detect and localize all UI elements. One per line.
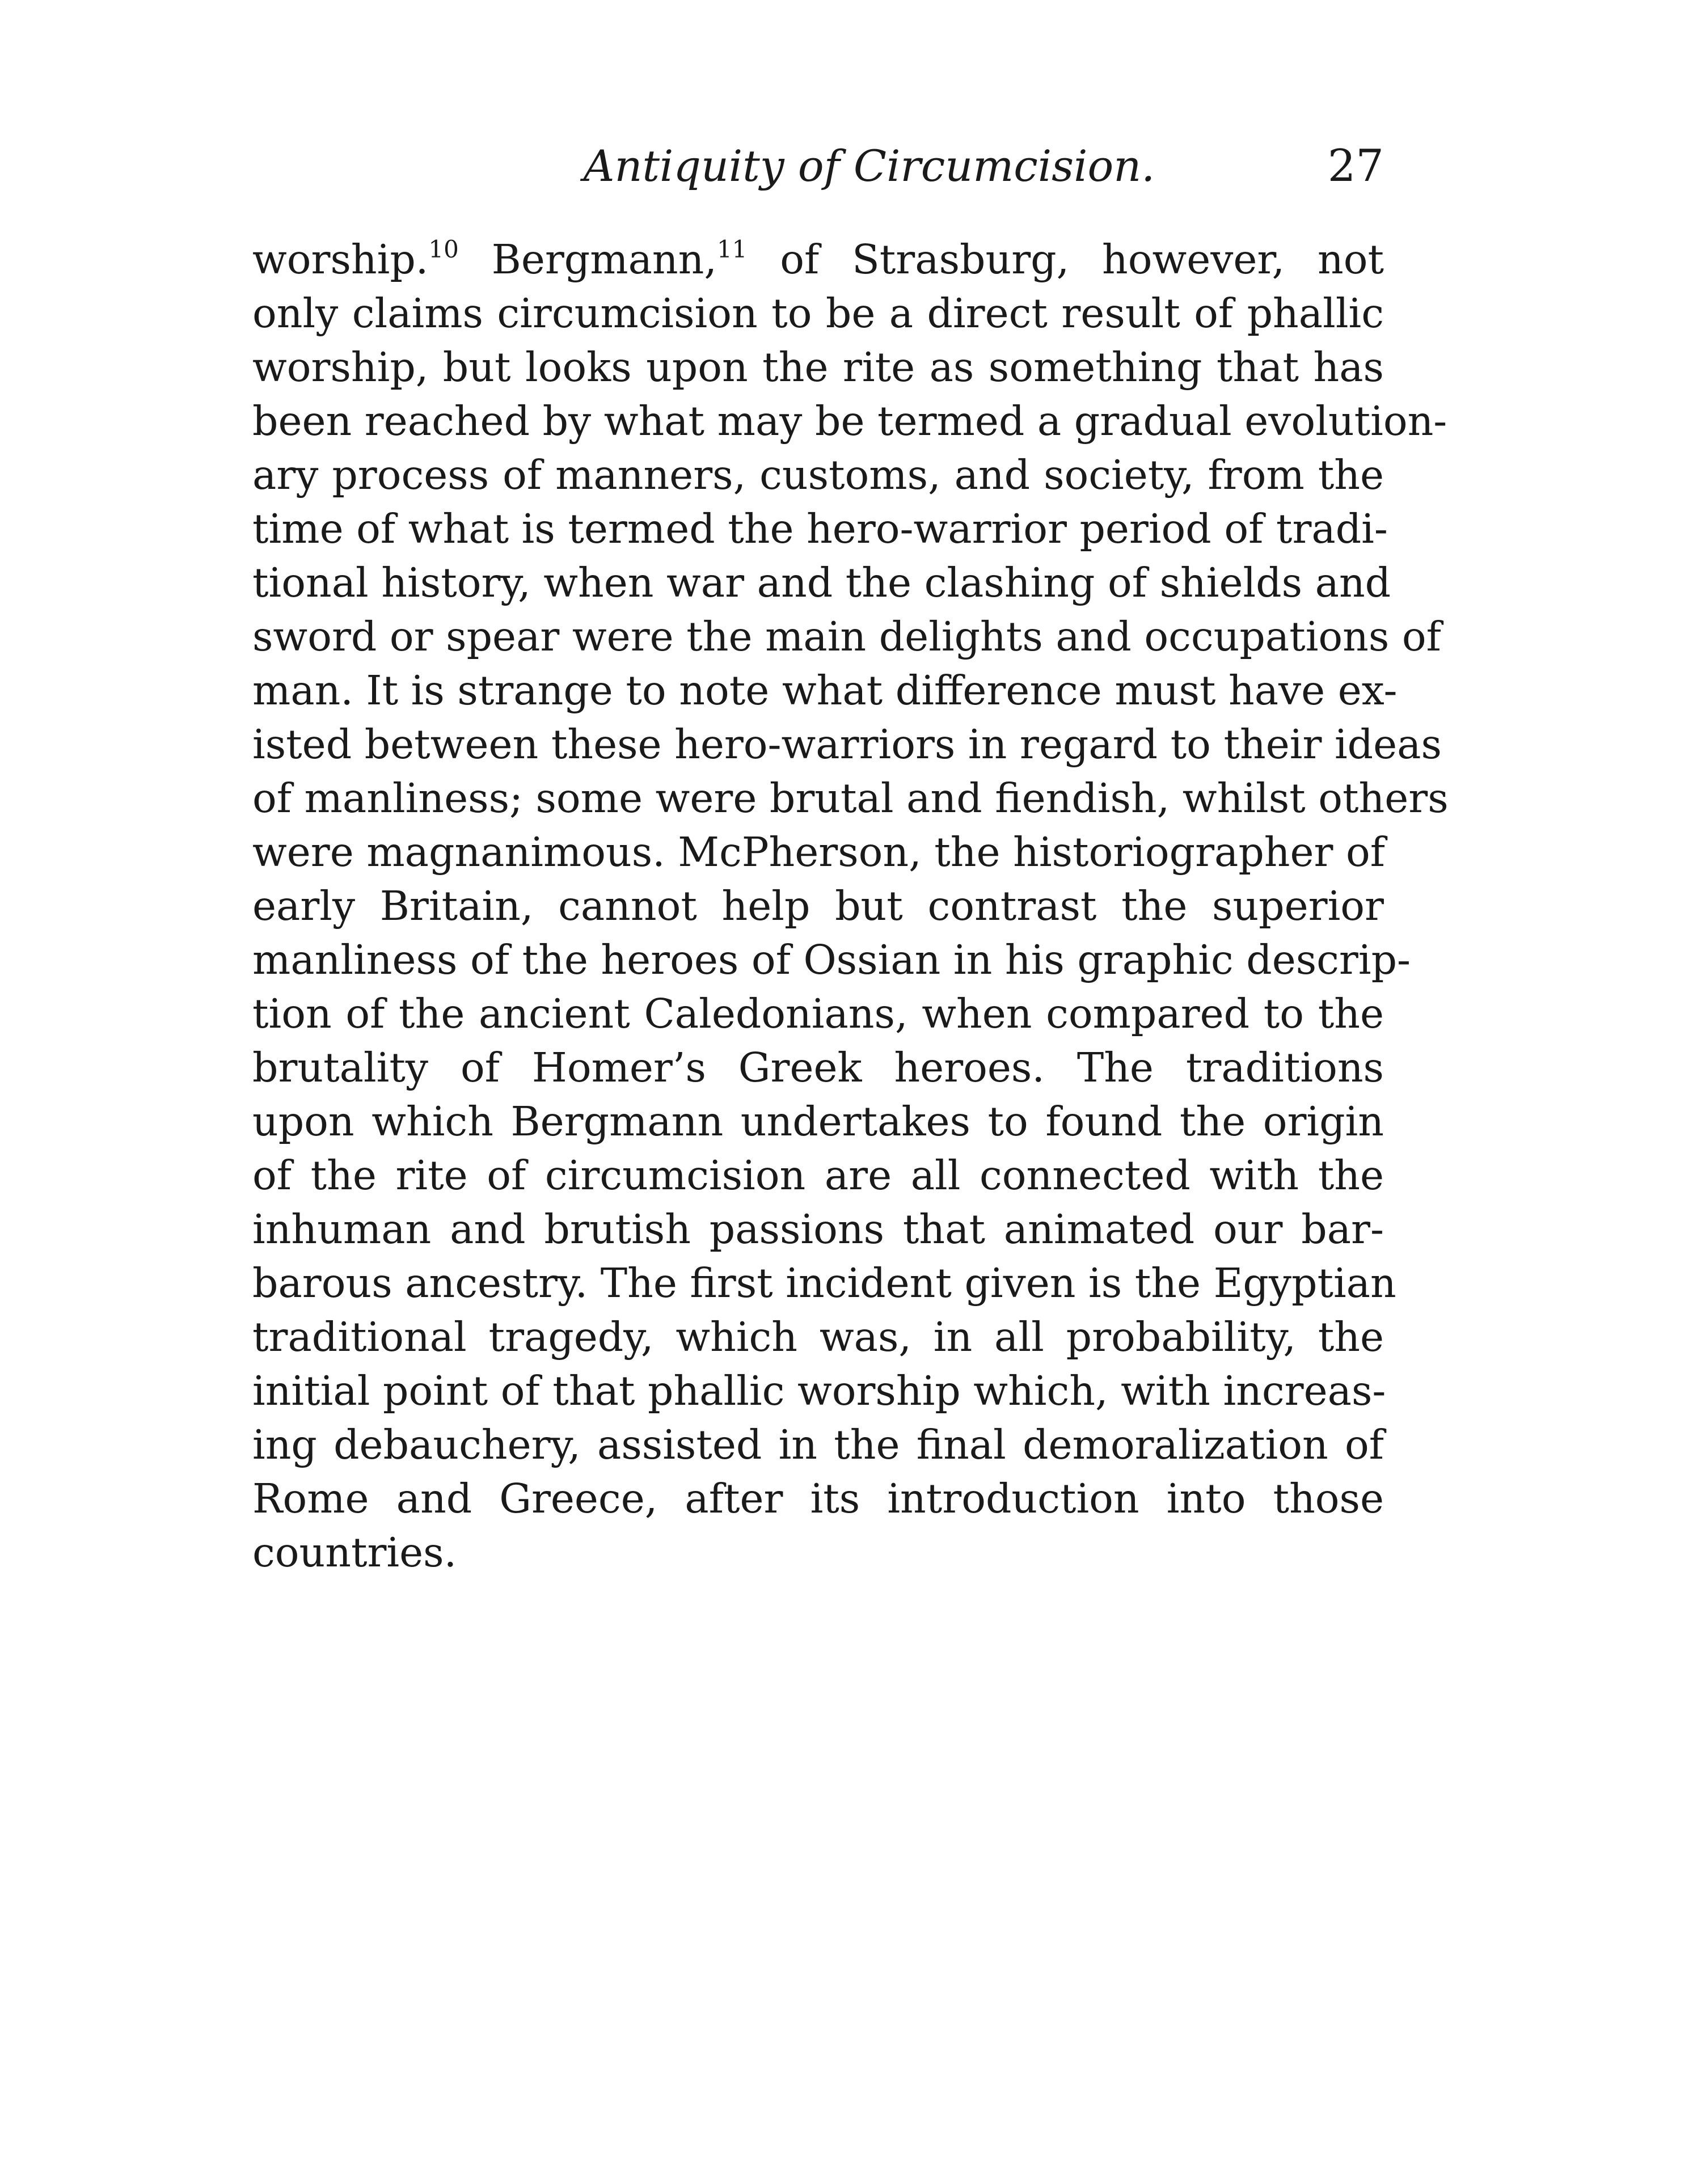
text-line-22: initial point of that phallic worship which, with increas- [252, 1367, 1386, 1414]
text-line-17: upon which Bergmann undertakes to found the origin [252, 1098, 1384, 1145]
text-line-11: of manliness; some were brutal and fiendish, whilst others [252, 775, 1449, 822]
text-line-6: time of what is termed the hero-warrior period of tradi- [252, 505, 1388, 552]
text-line-3: worship, but looks upon the rite as something that has [252, 344, 1384, 391]
text-line-21: traditional tragedy, which was, in all probability, the [252, 1313, 1384, 1361]
text-line-4: been reached by what may be termed a gradual evolution- [252, 398, 1447, 445]
text-fragment: of Strasburg, however, not [747, 236, 1384, 283]
text-line-23: ing debauchery, assisted in the final demoralization of [252, 1421, 1384, 1468]
text-fragment: worship. [252, 236, 429, 283]
text-line-18: of the rite of circumcision are all connected with the [252, 1152, 1384, 1199]
text-line-16: brutality of Homer’s Greek heroes. The traditions [252, 1044, 1384, 1091]
text-line-10: isted between these hero-warriors in regard to their ideas [252, 721, 1442, 768]
text-line-12: were magnanimous. McPherson, the historiographer of [252, 829, 1386, 876]
text-line-1 [252, 233, 1384, 286]
footnote-marker-10[interactable]: 10 [428, 235, 459, 263]
running-title: Antiquity of Circumcision. [583, 141, 1155, 191]
text-line-13: early Britain, cannot help but contrast the superior [252, 882, 1384, 930]
body-paragraph [252, 233, 1449, 1579]
text-line-20: barous ancestry. The first incident given is the Egyptian [252, 1260, 1396, 1307]
text-fragment: Bergmann, [458, 236, 717, 283]
footnote-marker-11[interactable]: 11 [716, 235, 748, 263]
page-number: 27 [1327, 141, 1384, 192]
text-line-7: tional history, when war and the clashing of shields and [252, 559, 1391, 606]
text-line-15: tion of the ancient Caledonians, when compared to the [252, 990, 1384, 1037]
text-line-14: manliness of the heroes of Ossian in his graphic descrip- [252, 936, 1411, 983]
text-line-2: only claims circumcision to be a direct result of phallic [252, 290, 1384, 337]
text-line-25: countries. [252, 1529, 457, 1576]
text-line-8: sword or spear were the main delights and occupations of [252, 613, 1441, 660]
text-line-24: Rome and Greece, after its introduction into those [252, 1475, 1384, 1522]
running-head [252, 135, 1384, 197]
text-line-9: man. It is strange to note what difference must have ex- [252, 667, 1398, 714]
text-line-5: ary process of manners, customs, and society, from the [252, 451, 1384, 499]
text-line-19: inhuman and brutish passions that animated our bar- [252, 1206, 1384, 1253]
